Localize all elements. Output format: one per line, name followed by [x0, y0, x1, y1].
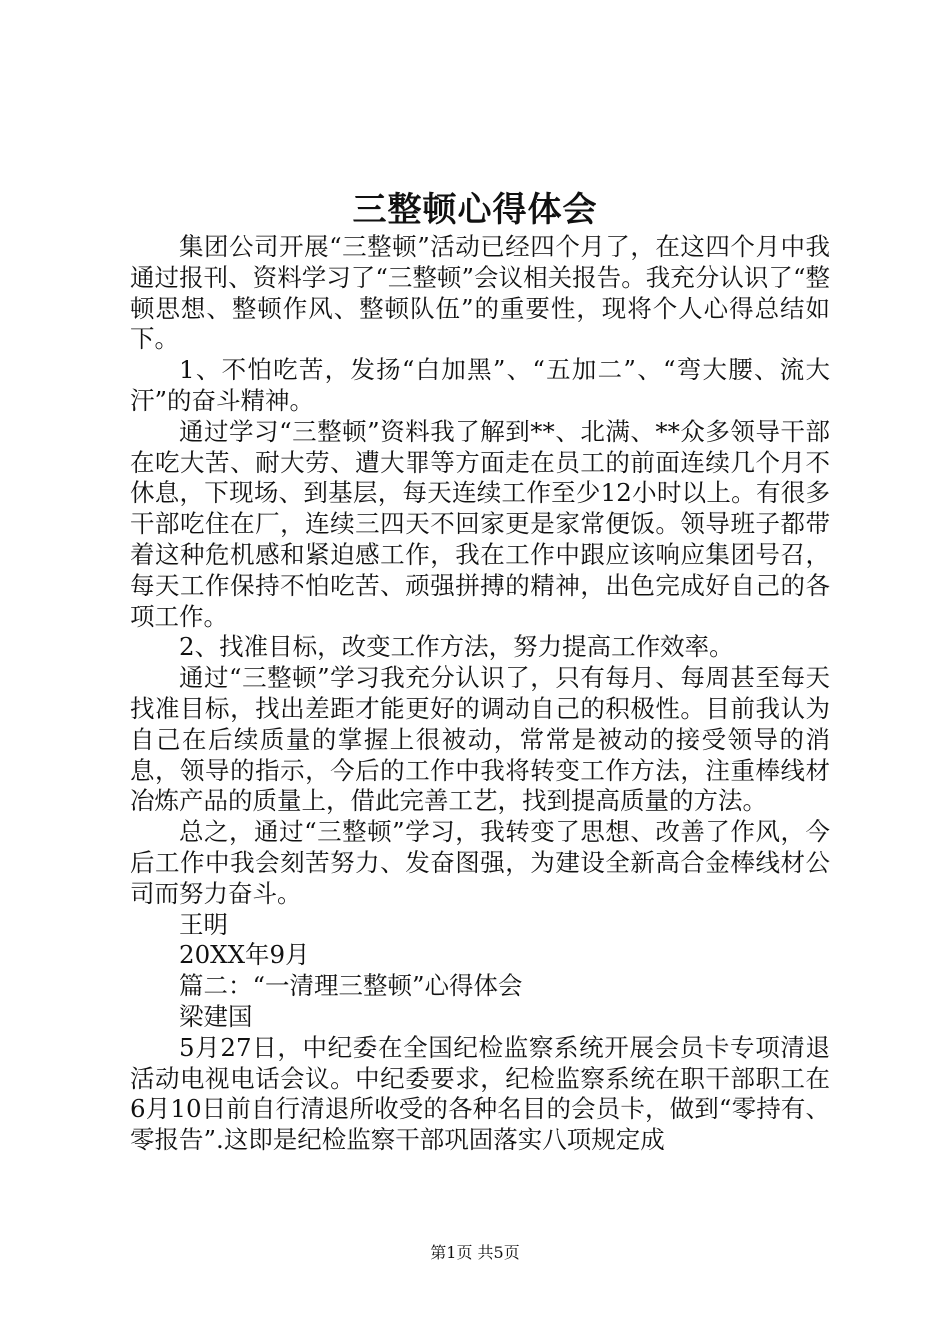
section-heading-2: 2、找准目标，改变工作方法，努力提高工作效率。	[179, 632, 734, 662]
date-line: 20XX年9月	[179, 940, 310, 970]
part-two-heading: 篇二：“一清理三整顿”心得体会	[179, 971, 523, 1001]
document-title: 三整顿心得体会	[352, 190, 598, 230]
section-heading-1: 1、不怕吃苦，发扬“白加黑”、“五加二”、“弯大腰、流大汗”的奋斗精神。	[130, 355, 830, 415]
paragraph: 集团公司开展“三整顿”活动已经四个月了，在这四个月中我通过报刊、资料学习了“三整顿”会议相关报告。我充分认识了“整顿思想、整顿作风、整顿队伍”的重要性，现将个人心得总结如下。	[130, 232, 830, 354]
paragraph: 通过学习“三整顿”资料我了解到**、北满、**众多领导干部在吃大苦、耐大劳、遭大罪等方面走在员工的前面连续几个月不休息，下现场、到基层，每天连续工作至少12小时以上。有很多干部吃住在厂，连续三四天不回家更是家常便饭。领导班子都带着这种危机感和紧迫感工作，我在工作中跟应该响应集团号召，每天工作保持不怕吃苦、顽强拼搏的精神，出色完成好自己的各项工作。	[130, 416, 830, 631]
paragraph: 通过“三整顿”学习我充分认识了，只有每月、每周甚至每天找准目标，找出差距才能更好的调动自己的积极性。目前我认为自己在后续质量的掌握上很被动，常常是被动的接受领导的消息，领导的指示，今后的工作中我将转变工作方法，注重棒线材冶炼产品的质量上，借此完善工艺，找到提高质量的方法。	[130, 663, 830, 816]
paragraph: 5月27日，中纪委在全国纪检监察系统开展会员卡专项清退活动电视电话会议。中纪委要求，纪检监察系统在职干部职工在6月10日前自行清退所收受的各种名目的会员卡，做到“零持有、零报告”.这即是纪检监察干部巩固落实八项规定成	[130, 1032, 830, 1155]
paragraph: 总之，通过“三整顿”学习，我转变了思想、改善了作风，今后工作中我会刻苦努力、发奋图强，为建设全新高合金棒线材公司而努力奋斗。	[130, 817, 830, 908]
document-body	[130, 232, 830, 1156]
author-name: 梁建国	[179, 1001, 253, 1031]
author-name: 王明	[179, 909, 228, 939]
page-footer: 第1页 共5页	[430, 1243, 520, 1262]
